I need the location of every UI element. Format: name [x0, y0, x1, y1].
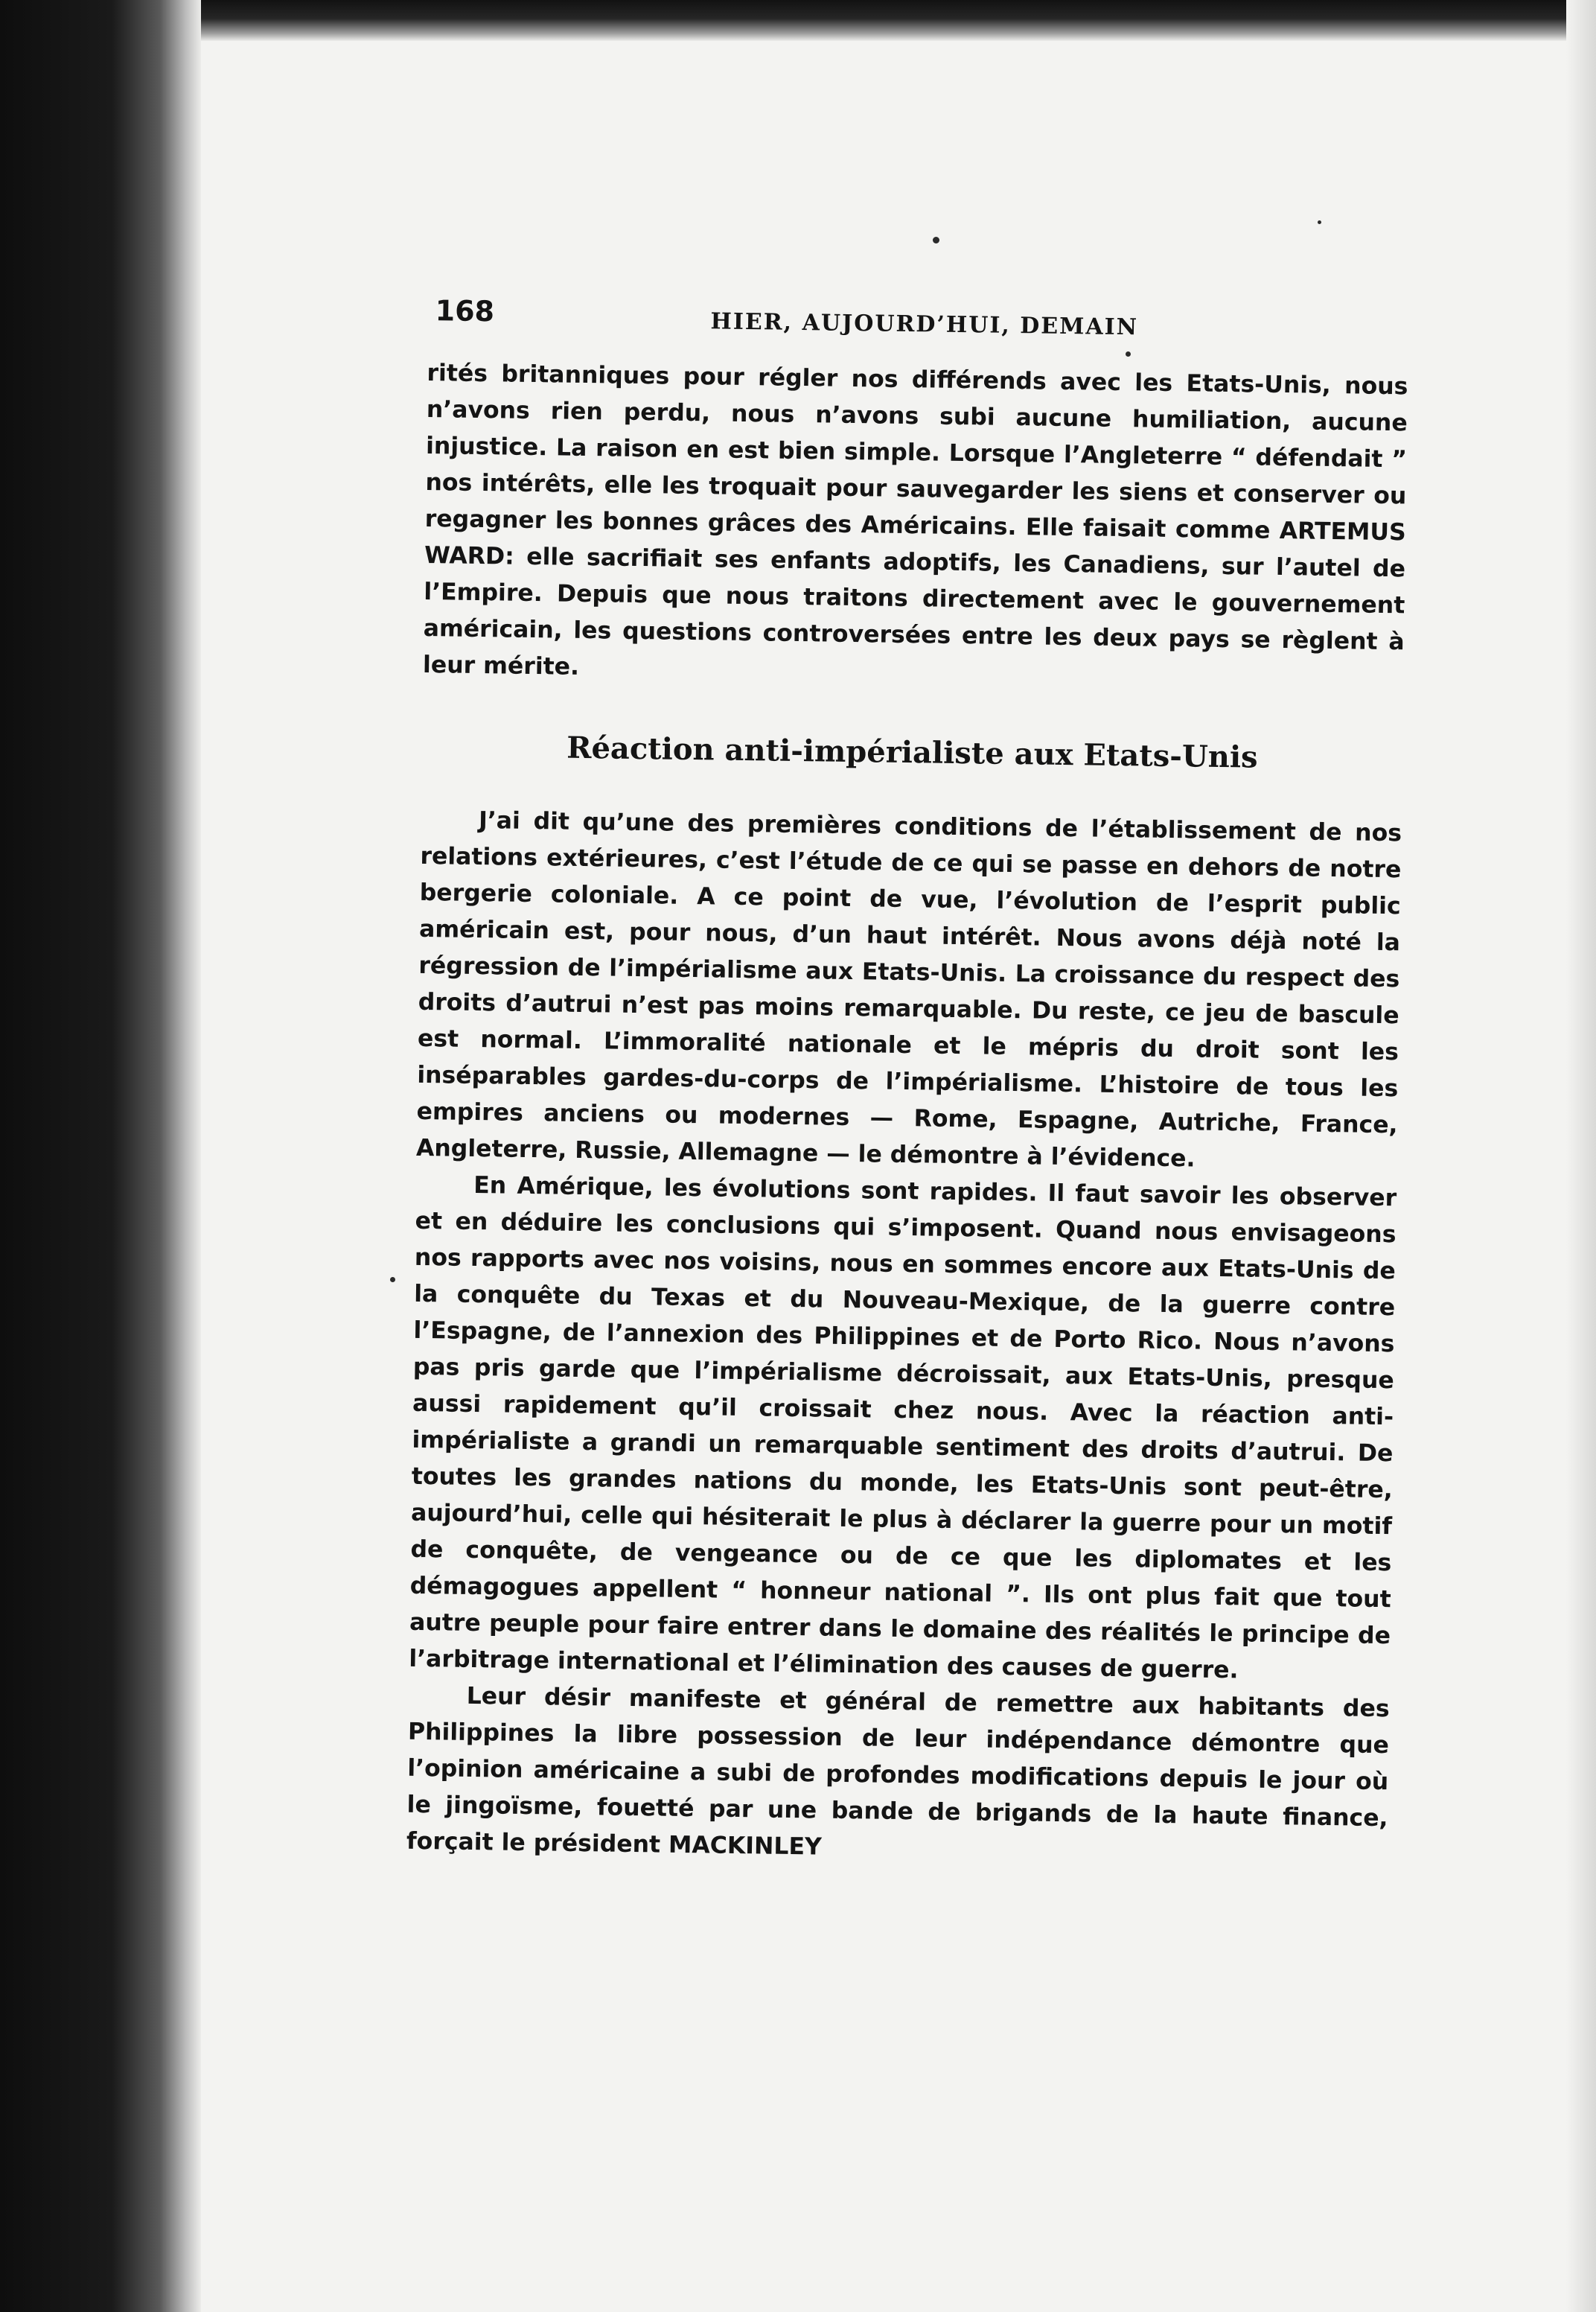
book-page — [406, 294, 1409, 1873]
scan-border-top — [0, 0, 1596, 41]
scan-speck — [1318, 220, 1321, 224]
page-number: 168 — [435, 294, 495, 328]
running-head — [427, 294, 1409, 352]
paragraph-2: En Amérique, les évolutions sont rapides. Il faut savoir les observer et en déduire les conclusions qui s’imposent. Quand nous envisageons nos rapports avec nos voisins, nous en sommes encore aux Etats-Unis de la conquête du Texas et du Nouveau-Mexique, de la guerre contre l’Espagne, de l’annexion des Philippines et de Porto Rico. Nous n’avons pas pris garde que l’impérialisme décroissait, aux Etats-Unis, presque aussi rapidement qu’il croissait chez nous. Avec la réaction anti-impérialiste a grandi un remarquable sentiment des droits d’autrui. De toutes les grandes nations du monde, les Etats-Unis sont peut-être, aujourd’hui, celle qui hésiterait le plus à déclarer la guerre pour un motif de conquête, de vengeance ou de ce que les diplomates et les démagogues appellent “ honneur national ”. Ils ont plus fait que tout autre peuple pour faire entrer dans le domaine des réalités le principe de l’arbitrage international et l’élimination des causes de guerre. — [409, 1171, 1397, 1684]
scan-speck — [390, 1277, 395, 1282]
paragraph-3: Leur désir manifeste et général de remettre aux habitants des Philippines la libre possession de leur indépendance démontre que l’opinion américaine a subi de profondes modifications depuis le jour où le jingoïsme, fouetté par une bande de brigands de la haute finance, forçait le président MACKINLEY — [406, 1682, 1390, 1861]
scan-border-left — [0, 0, 201, 2312]
scan-border-right — [1566, 0, 1596, 2312]
paragraph-continuation: rités britanniques pour régler nos différends avec les Etats-Unis, nous n’avons rien perdu, nous n’avons subi aucune humiliation, aucune injustice. La raison en est bien simple. Lorsque l’Angleterre “ défendait ” nos intérêts, elle les troquait pour sauvegarder les siens et conserver ou regagner les bonnes grâces des Américains. Elle faisait comme ARTEMUS WARD: elle sacrifiait ses enfants adoptifs, les Canadiens, sur l’autel de l’Empire. Depuis que nous traitons directement avec le gouvernement américain, les questions controversées entre les deux pays se règlent à leur mérite. — [422, 359, 1408, 681]
paragraph-1: J’ai dit qu’une des premières conditions de l’établissement de nos relations extérieures, c’est l’étude de ce qui se passe en dehors de notre bergerie coloniale. A ce point de vue, l’évolution de l’esprit public américain est, pour nous, d’un haut intérêt. Nous avons déjà noté la régression de l’impérialisme aux Etats-Unis. La croissance du respect des droits d’autrui n’est pas moins remarquable. Du reste, ce jeu de bascule est normal. L’immoralité nationale et le mépris du droit sont les inséparables gardes-du-corps de l’impérialisme. L’histoire de tous les empires anciens ou modernes — Rome, Espagne, Autriche, France, Angleterre, Russie, Allemagne — le démontre à l’évidence. — [415, 807, 1402, 1173]
running-title: HIER, AUJOURD’HUI, DEMAIN — [710, 308, 1139, 341]
section-heading: Réaction anti-impérialiste aux Etats-Unis — [566, 730, 1258, 775]
scan-speck — [933, 237, 939, 243]
